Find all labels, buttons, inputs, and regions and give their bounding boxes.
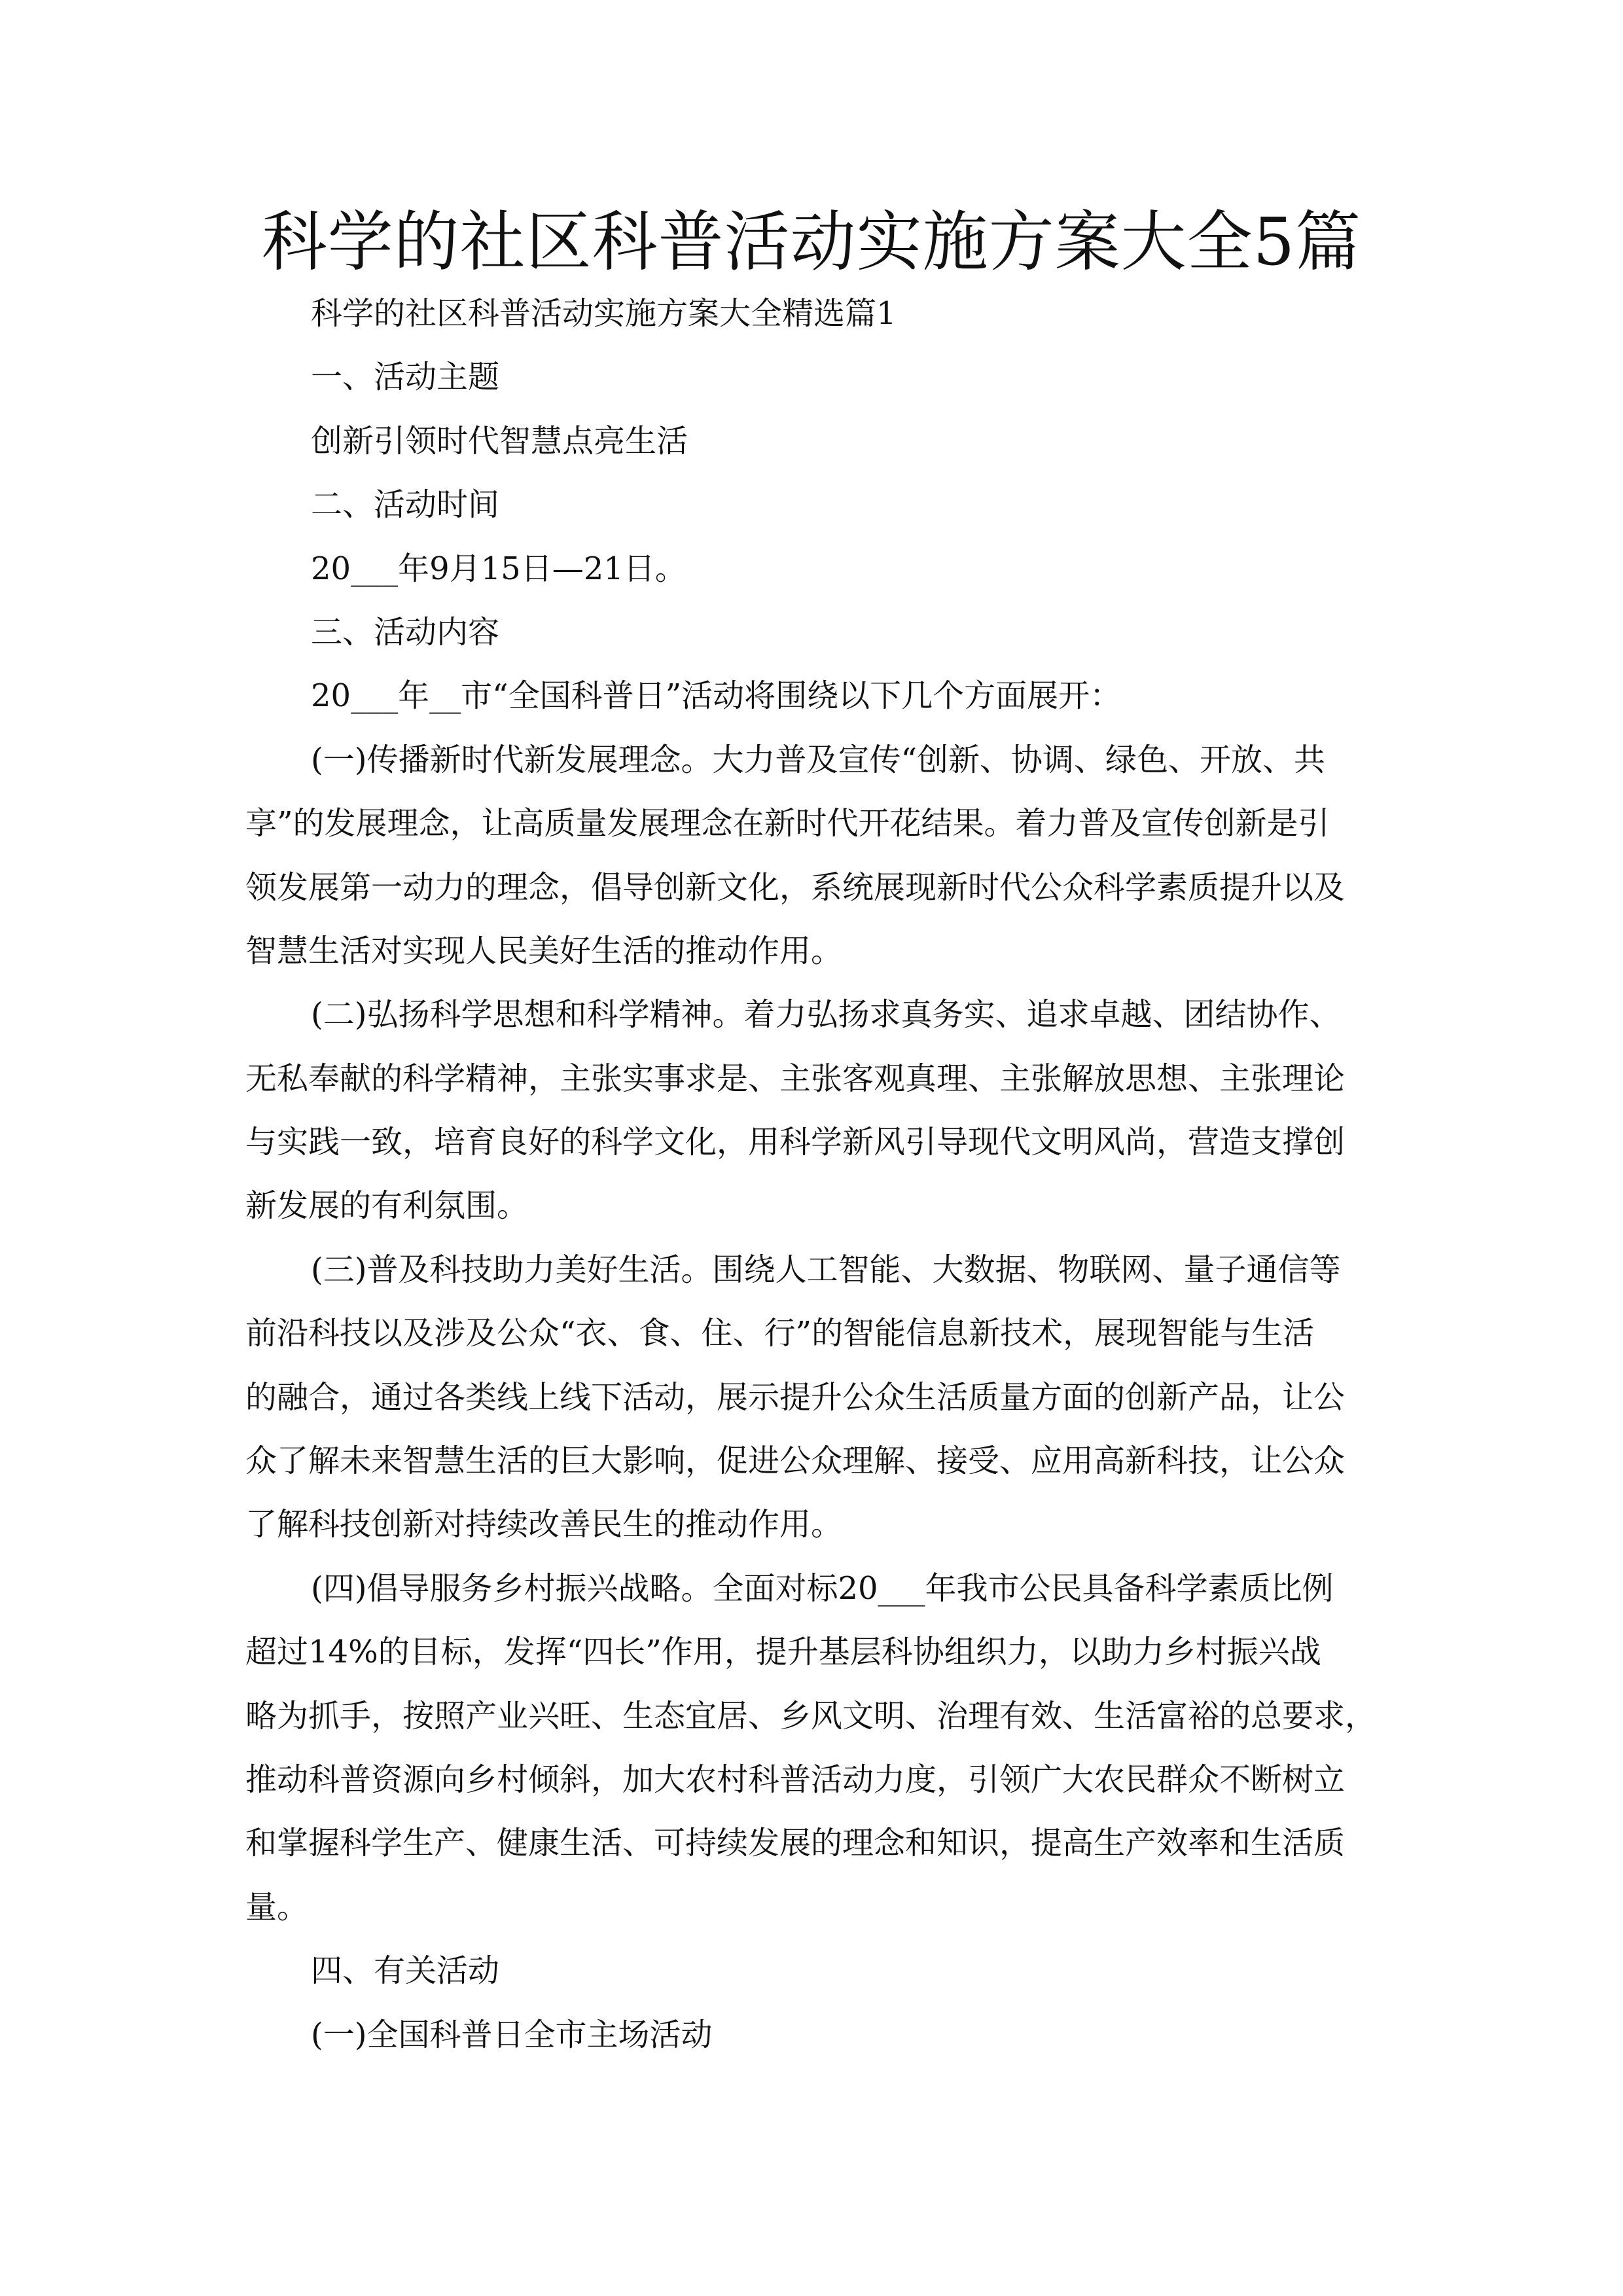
paragraph-line: 略为抓手，按照产业兴旺、生态宜居、乡风文明、治理有效、生活富裕的总要求， [245,1697,1377,1734]
paragraph-line: 众了解未来智慧生活的巨大影响，促进公众理解、接受、应用高新科技，让公众 [245,1443,1346,1480]
paragraph-line: (二)弘扬科学思想和科学精神。着力弘扬求真务实、追求卓越、团结协作、 [311,996,1341,1033]
heading-time: 二、活动时间 [311,486,500,524]
paragraph-line: 超过14%的目标，发挥“四长”作用，提升基层科协组织力，以助力乡村振兴战 [245,1634,1321,1671]
paragraph-line: 领发展第一动力的理念，倡导创新文化，系统展现新时代公众科学素质提升以及 [245,869,1346,906]
heading-content: 三、活动内容 [311,613,500,651]
text-line: 20___年__市“全国科普日”活动将围绕以下几个方面展开： [311,677,1122,715]
document-title: 科学的社区科普活动实施方案大全5篇 [261,204,1362,280]
paragraph-line: 智慧生活对实现人民美好生活的推动作用。 [245,932,843,969]
paragraph-line: 无私奉献的科学精神，主张实事求是、主张客观真理、主张解放思想、主张理论 [245,1060,1346,1097]
paragraph-line: (三)普及科技助力美好生活。围绕人工智能、大数据、物联网、量子通信等 [311,1251,1341,1288]
paragraph-line: 和掌握科学生产、健康生活、可持续发展的理念和知识，提高生产效率和生活质 [245,1825,1346,1862]
paragraph-line: (一)传播新时代新发展理念。大力普及宣传“创新、协调、绿色、开放、共 [311,741,1325,778]
text-line: 20___年9月15日—21日。 [311,550,687,587]
section-subtitle: 科学的社区科普活动实施方案大全精选篇1 [311,295,897,332]
paragraph-line: 量。 [245,1888,309,1926]
paragraph-line: 了解科技创新对持续改善民生的推动作用。 [245,1506,843,1543]
paragraph-line: 前沿科技以及涉及公众“衣、食、住、行”的智能信息新技术，展现智能与生活 [245,1315,1315,1352]
paragraph-line: 的融合，通过各类线上线下活动，展示提升公众生活质量方面的创新产品，让公 [245,1378,1346,1416]
text-line: 创新引领时代智慧点亮生活 [311,422,688,459]
subheading-main-event: (一)全国科普日全市主场活动 [311,2016,713,2053]
heading-activities: 四、有关活动 [311,1952,500,1990]
paragraph-line: 与实践一致，培育良好的科学文化，用科学新风引导现代文明风尚，营造支撑创 [245,1124,1346,1161]
paragraph-line: (四)倡导服务乡村振兴战略。全面对标20___年我市公民具备科学素质比例 [311,1570,1334,1607]
paragraph-line: 新发展的有利氛围。 [245,1187,529,1225]
heading-theme: 一、活动主题 [311,359,500,396]
paragraph-line: 推动科普资源向乡村倾斜，加大农村科普活动力度，引领广大农民群众不断树立 [245,1761,1346,1798]
paragraph-line: 享”的发展理念，让高质量发展理念在新时代开花结果。着力普及宣传创新是引 [245,805,1330,842]
document-body [245,282,1378,2067]
